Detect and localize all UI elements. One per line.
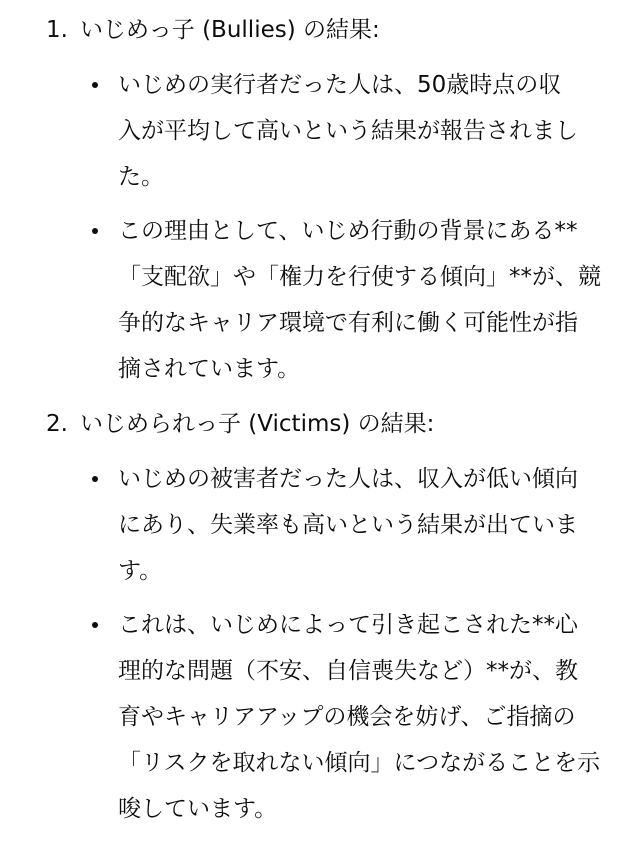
- bullet-text-line: 争的なキャリア環境で有利に働く可能性が指: [118, 310, 578, 336]
- bullet-text-line: にあり、失業率も高いという結果が出ていま: [118, 512, 578, 538]
- section-number: 1.: [46, 17, 68, 43]
- section-title: いじめられっ子 (Victims) の結果:: [80, 411, 435, 437]
- section-heading-1: [0, 4, 640, 56]
- bullet-text-line: これは、いじめによって引き起こされた**心: [118, 612, 578, 638]
- bullet-dot: [92, 622, 98, 628]
- bullet-item: [0, 62, 640, 200]
- bullet-text-line: た。: [118, 164, 164, 190]
- bullet-dot: [92, 228, 98, 234]
- bullet-dot: [92, 476, 98, 482]
- bullet-text-line: いじめの被害者だった人は、収入が低い傾向: [118, 466, 578, 492]
- bullet-text-line: 入が平均して高いという結果が報告されまし: [118, 118, 578, 144]
- bullet-text-line: 唆しています。: [118, 796, 278, 822]
- bullet-text-line: 「リスクを取れない傾向」につながることを示: [118, 750, 601, 776]
- bullet-text-line: す。: [118, 558, 163, 584]
- section-number: 2.: [46, 411, 68, 437]
- bullet-item: [0, 456, 640, 594]
- bullet-text-line: いじめの実行者だった人は、50歳時点の収: [118, 72, 562, 98]
- bullet-text-line: 理的な問題（不安、自信喪失など）**が、教: [118, 658, 578, 684]
- section-title: いじめっ子 (Bullies) の結果:: [80, 17, 380, 43]
- bullet-text-line: 育やキャリアアップの機会を妨げ、ご指摘の: [118, 704, 576, 730]
- bullet-text-line: 「支配欲」や「権力を行使する傾向」**が、競: [118, 264, 601, 290]
- bullet-dot: [92, 82, 98, 88]
- bullet-text-line: 摘されています。: [118, 356, 301, 382]
- section-heading-2: [0, 398, 640, 450]
- bullet-item: [0, 602, 640, 832]
- bullet-text-line: この理由として、いじめ行動の背景にある**: [118, 218, 578, 244]
- bullet-item: [0, 208, 640, 392]
